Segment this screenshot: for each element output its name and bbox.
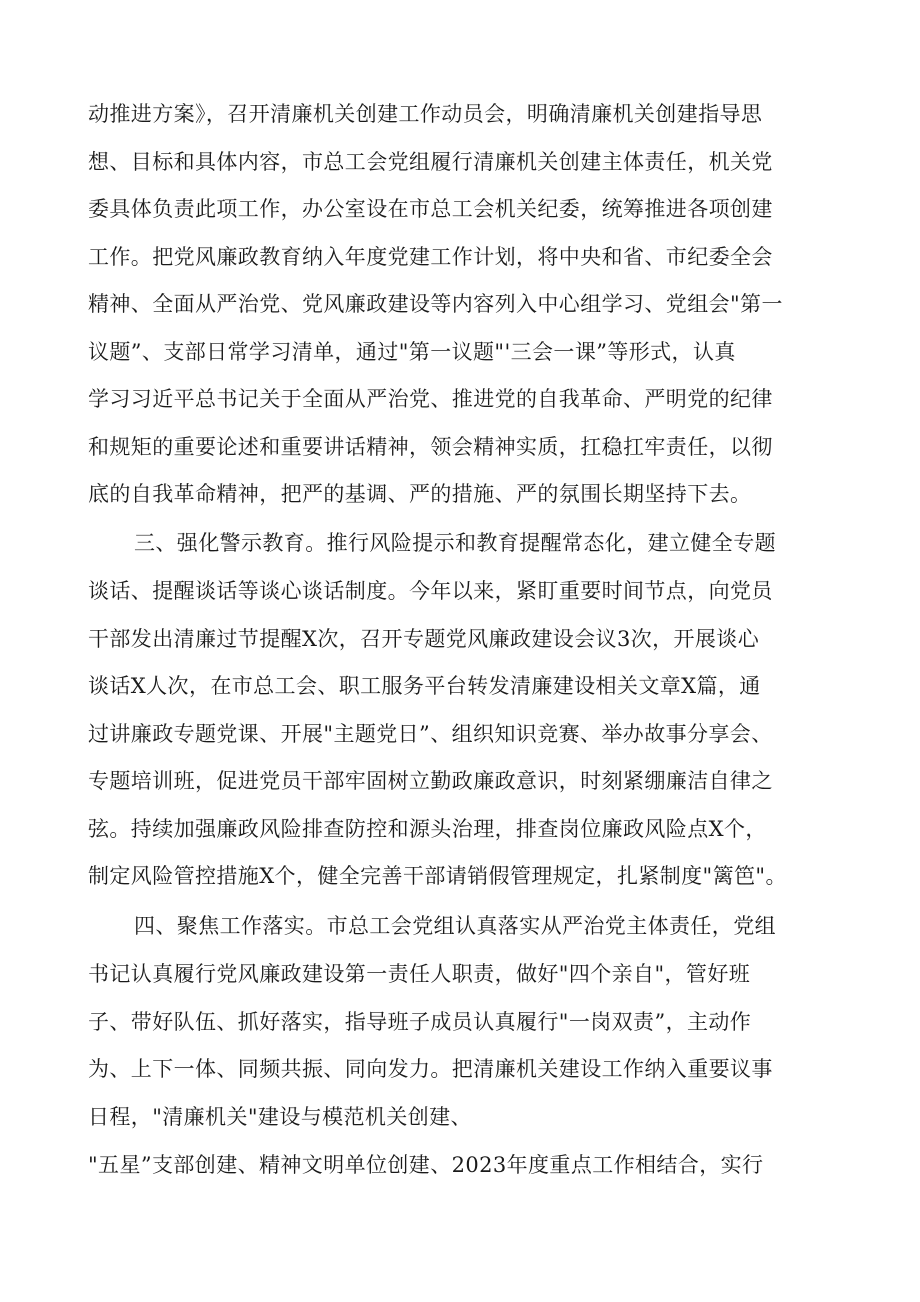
text-line-23: "五星”支部创建、精神文明单位创建、2023年度重点工作相结合，实行 — [88, 1153, 764, 1177]
text-line-6: 议题”、支部日常学习清单，通过"第一议题"'三会一课”等形式，认真 — [88, 340, 736, 364]
text-line-3: 委具体负责此项工作，办公室设在市总工会机关纪委，统筹推进各项创建 — [88, 197, 773, 221]
text-line-18: 四、聚焦工作落实。市总工会党组认真落实从严治党主体责任，党组 — [134, 914, 776, 938]
text-line-16: 弦。持续加强廉政风险排查防控和源头治理，排查岗位廉政风险点X个， — [88, 817, 767, 841]
text-line-12: 干部发出清廉过节提醒X次，召开专题党风廉政建设会议3次，开展谈心 — [88, 627, 760, 651]
text-line-19: 书记认真履行党风廉政建设第一责任人职责，做好"四个亲自"，管好班 — [88, 962, 751, 986]
text-line-7: 学习习近平总书记关于全面从严治党、推进党的自我革命、严明党的纪律 — [88, 387, 773, 411]
text-line-10: 三、强化警示教育。推行风险提示和教育提醒常态化，建立健全专题 — [134, 531, 776, 555]
text-line-15: 专题培训班，促进党员干部牢固树立勤政廉政意识，时刻紧绷廉洁自律之 — [88, 769, 773, 793]
text-line-1: 动推进方案》，召开清廉机关创建工作动员会，明确清廉机关创建指导思 — [88, 102, 763, 126]
text-line-22: 日程，"清廉机关"建设与模范机关创建、 — [88, 1105, 472, 1129]
text-line-8: 和规矩的重要论述和重要讲话精神，领会精神实质，扛稳扛牢责任，以彻 — [88, 435, 773, 459]
text-line-11: 谈话、提醒谈话等谈心谈话制度。今年以来，紧盯重要时间节点，向党员 — [88, 579, 773, 603]
text-line-9: 底的自我革命精神，把严的基调、严的措施、严的氛围长期坚持下去。 — [88, 482, 752, 506]
text-line-20: 子、带好队伍、抓好落实，指导班子成员认真履行"一岗双责”，主动作 — [88, 1010, 752, 1034]
text-line-21: 为、上下一体、同频共振、同向发力。把清廉机关建设工作纳入重要议事 — [88, 1057, 773, 1081]
text-line-17: 制定风险管控措施X个，健全完善干部请销假管理规定，扎紧制度"篱笆"。 — [88, 864, 787, 888]
text-line-2: 想、目标和具体内容，市总工会党组履行清廉机关创建主体责任，机关党 — [88, 150, 773, 174]
text-line-4: 工作。把党风廉政教育纳入年度党建工作计划，将中央和省、市纪委全会 — [88, 245, 773, 269]
text-line-13: 谈话X人次，在市总工会、职工服务平台转发清廉建设相关文章X篇，通 — [88, 674, 761, 698]
text-line-14: 过讲廉政专题党课、开展"主题党日”、组织知识竞赛、举办故事分享会、 — [88, 722, 773, 746]
text-line-5: 精神、全面从严治党、党风廉政建设等内容列入中心组学习、党组会"第一 — [88, 292, 783, 316]
